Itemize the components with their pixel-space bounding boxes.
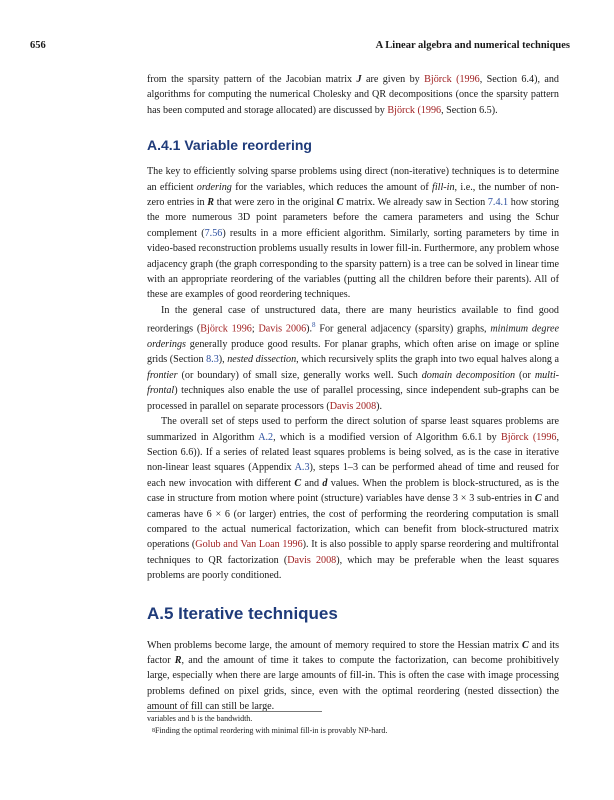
section-heading: A.5 Iterative techniques: [147, 603, 338, 623]
paragraph: When problems become large, the amount of memory required to store the Hessian matrix C and its factor R, and the amount of time it takes to compute the factorization, can become prohibitively large, especially when there are large amounts of fill-in. This is often the case with image processing problems defined on pixel grids, since, even with the optimal reordering (nested dissection) the amount of fill can still be large.: [147, 639, 560, 713]
algorithm-link[interactable]: A.2: [258, 431, 274, 443]
footnote: $^8$Finding the optimal reordering with minimal fill-in is provably NP-hard.: [152, 726, 388, 735]
footnote-continuation: variables and b is the bandwidth.: [147, 714, 253, 723]
page-number: 656: [30, 40, 46, 51]
section-link[interactable]: 7.4.1: [487, 197, 509, 209]
citation-link[interactable]: Björck (1996: [501, 431, 557, 443]
footnote-marker[interactable]: 8: [312, 321, 316, 330]
citation-link[interactable]: Björck (1996: [424, 74, 480, 85]
paragraph: The key to efficiently solving sparse problems using direct (non-iterative) techniques is to determine an efficient ordering for the variables, which reduces the amount of fill-in, i.e., the number of non-zero entries in R that were zero in the original C matrix. We already saw in Section 7.4.1 how storing the more numerous 3D point parameters before the camera parameters and using the Schur complement (7.56) results in a more efficient algorithm. Similarly, sorting parameters by time in video-based reconstruction problems usually results in lower fill-in. Furthermore, any problem whose adjacency graph (the graph corresponding to the sparsity pattern) is a tree can be solved in linear time with an appropriate reordering of the variables (putting all the children before their parents). All of these are examples of good reordering techniques.: [147, 166, 560, 301]
citation-link[interactable]: Davis 2008: [287, 554, 337, 566]
math-symbol: C: [336, 197, 344, 209]
footnote-number: 8: [152, 728, 155, 734]
math-symbol: R: [174, 654, 182, 666]
citation-link[interactable]: Björck 1996: [200, 323, 252, 335]
math-symbol: J: [356, 74, 362, 85]
footnote-divider: [147, 711, 322, 712]
section-link[interactable]: 8.3: [206, 354, 219, 366]
paragraph: The overall set of steps used to perform the direct solution of sparse least squares problems are summarized in Algorithm A.2, which is a modified version of Algorithm 6.6.1 by Björck (1996, Section 6.6)). If a series of related least squares problems is being solved, as is the case in iterative non-linear least squares (Appendix A.3), steps 1–3 can be performed ahead of time and reused for each new invocation with different C and d values. When the problem is block-structured, as is the case in structure from motion where point (structure) variables have dense 3 × 3 sub-entries in C and cameras have 6 × 6 (or larger) entries, the cost of performing the reordering computation is small compared to the actual numerical factorization, which can benefit from block-structured matrix operations (Golub and Van Loan 1996). It is also possible to apply sparse reordering and multifrontal techniques to QR factorization (Davis 2008), which may be preferable when the least squares problems are poorly conditioned.: [147, 416, 559, 582]
intro-paragraph: from the sparsity pattern of the Jacobian matrix J are given by Björck (1996, Section 6.4), and algorithms for computing the numerical Cholesky and QR decompositions (once the sparsity pattern has been computed and storage allocated) are discussed by Björck (1996, Section 6.5).: [147, 74, 559, 116]
math-symbol: d: [322, 477, 328, 489]
math-symbol: C: [522, 639, 529, 651]
paragraph: In the general case of unstructured data, there are many heuristics available to find good reorderings (Björck 1996; Davis 2006).$^8$ For general adjacency (sparsity) graphs, minimum degree orderings generally produce good results. For planar graphs, which often arise on image or spline grids (Section 8.3), nested dissection, which recursively splits the graph into two equal halves along a frontier (or boundary) of small size, generally works well. Such domain decomposition (or multi-frontal) techniques also enable the use of parallel processing, since independent sub-graphs can be processed in parallel on separate processors (Davis 2008).: [147, 304, 560, 412]
math-symbol: C: [294, 477, 302, 489]
subsection-heading: A.4.1 Variable reordering: [147, 137, 312, 154]
appendix-link[interactable]: A.3: [294, 462, 310, 474]
running-title: A Linear algebra and numerical techniques: [375, 40, 570, 51]
math-symbol: R: [207, 197, 215, 209]
math-symbol: C: [534, 493, 542, 505]
equation-link[interactable]: 7.56: [204, 227, 223, 239]
citation-link[interactable]: Björck (1996: [387, 104, 442, 116]
page-body: [147, 72, 559, 715]
citation-link[interactable]: Davis 2008: [329, 400, 377, 412]
citation-link[interactable]: Davis 2006: [258, 323, 307, 335]
citation-link[interactable]: Golub and Van Loan 1996: [195, 539, 303, 551]
